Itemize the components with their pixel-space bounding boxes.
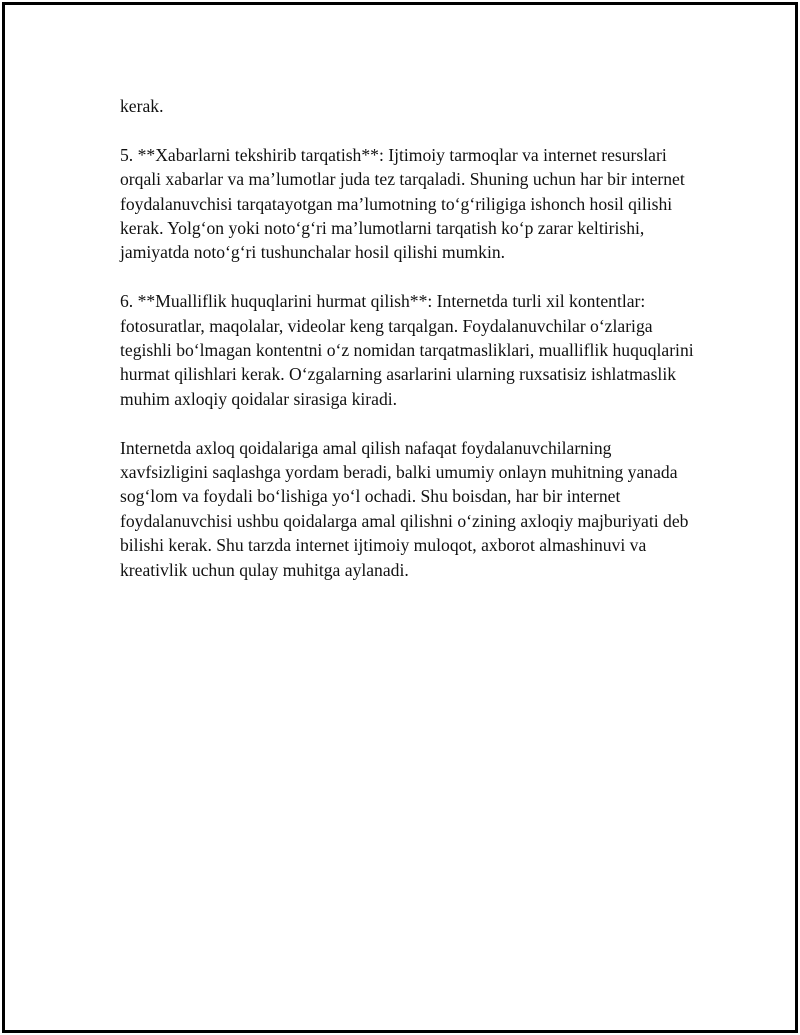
paragraph-item-5: 5. **Xabarlarni tekshirib tarqatish**: Ijtimoiy tarmoqlar va internet resurslari orqali xabarlar va ma’lumotlar juda tez tarqaladi. Shuning uchun har bir internet foydalanuvchisi tarqatayotgan ma’lumotning to‘g‘riligiga ishonch hosil qilishi kerak. Yolg‘on yoki noto‘g‘ri ma’lumotlarni tarqatish ko‘p zarar keltirishi, jamiyatda noto‘g‘ri tushunchalar hosil qilishi mumkin.	[120, 144, 685, 263]
paragraph-item-6: 6. **Mualliflik huquqlarini hurmat qilish**: Internetda turli xil kontentlar: fotosuratlar, maqolalar, videolar keng tarqalgan. Foydalanuvchilar o‘zlariga tegishli bo‘lmagan kontentni o‘z nomidan tarqatmasliklari, mualliflik huquqlarini hurmat qilishlari kerak. O‘zgalarning asarlarini ularning ruxsatisiz ishlatmaslik muhim axloqiy qoidalar sirasiga kiradi.	[120, 291, 694, 409]
paragraph-continuation: kerak.	[120, 96, 164, 116]
paragraph-conclusion: Internetda axloq qoidalariga amal qilish nafaqat foydalanuvchilarning xavfsizligini saqlashga yordam beradi, balki umumiy onlayn muhitning yanada sog‘lom va foydali bo‘lishiga yo‘l ochadi. Shu boisdan, har bir internet foydalanuvchisi ushbu qoidalarga amal qilishni o‘zining axloqiy majburiyati deb bilishi kerak. Shu tarzda internet ijtimoiy muloqot, axborot almashinuvi va kreativlik uchun qulay muhitga aylanadi.	[120, 437, 689, 580]
document-page	[2, 2, 798, 1033]
document-body	[120, 94, 700, 606]
